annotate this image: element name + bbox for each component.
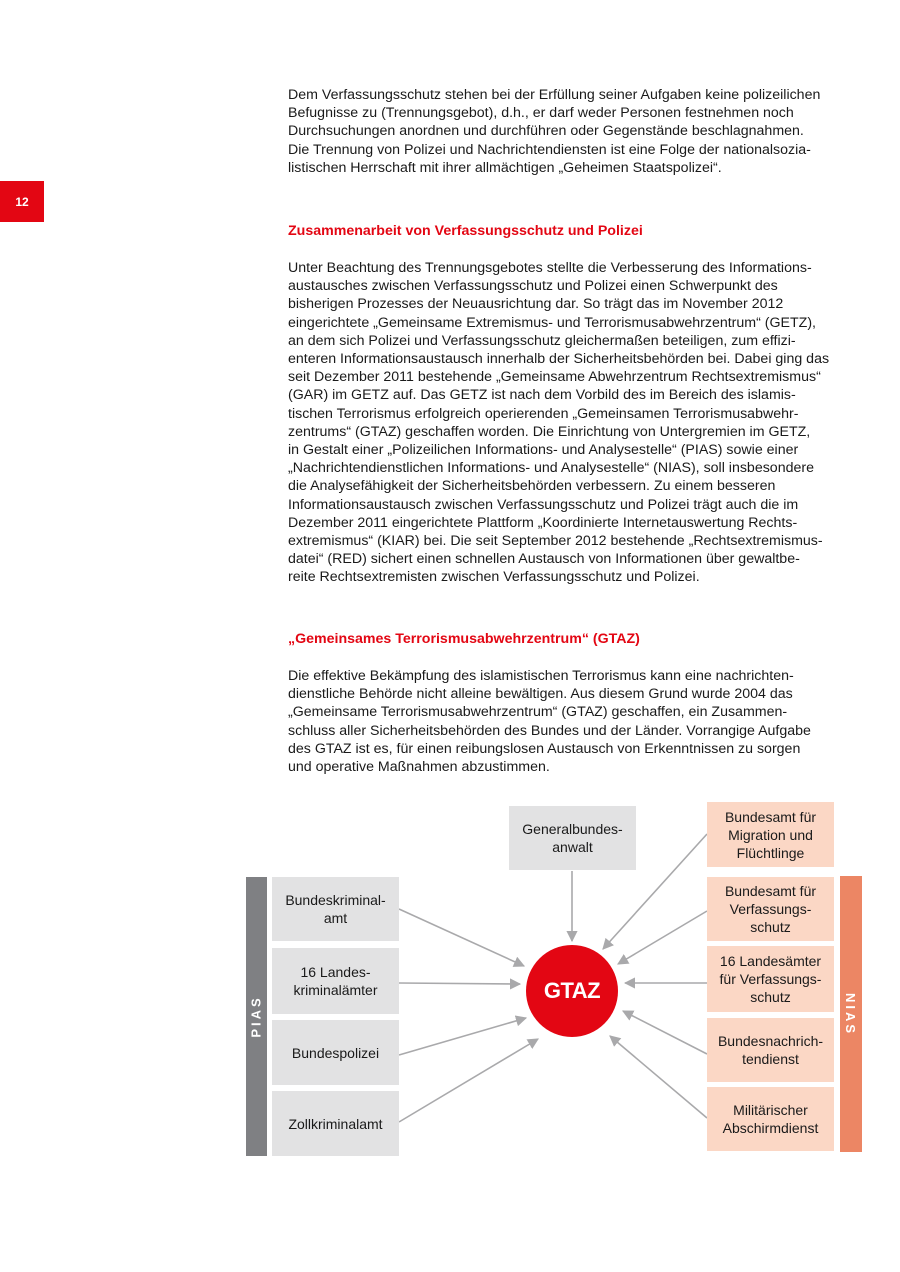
arrow-bfv: [618, 911, 707, 964]
text-line: austausches zwischen Verfassungsschutz und Polizei einen Schwerpunkt des: [288, 278, 778, 295]
box-line: schutz: [750, 989, 791, 1005]
box-zollkriminalamt: [272, 1091, 399, 1156]
box-line: Bundesnachrich-: [717, 1033, 824, 1049]
text-line: die Analysefähigkeit der Sicherheitsbehörden verbessern. Zu einem besseren: [288, 478, 776, 495]
arrow-mad: [610, 1036, 707, 1118]
box-line: Generalbundes-: [522, 821, 623, 837]
box-line: schutz: [750, 919, 791, 935]
text-line: datei“ (RED) sichert einen schnellen Austausch von Informationen über gewaltbe-: [288, 551, 800, 568]
nias-bar: [840, 876, 862, 1152]
box-line: Bundeskriminal-: [285, 892, 386, 908]
box-line: 16 Landes-: [300, 964, 371, 980]
text-line: „Nachrichtendienstlichen Informations- und Analysestelle“ (NIAS), soll insbesondere: [288, 460, 814, 477]
box-line: Verfassungs-: [729, 901, 812, 917]
text-line: zentrums“ (GTAZ) geschaffen worden. Die Einrichtung von Untergremien im GETZ,: [288, 423, 811, 440]
box-bundeskriminalamt: [272, 877, 399, 941]
box-bamf: [707, 802, 834, 867]
text-line: und operative Maßnahmen abzustimmen.: [288, 759, 550, 776]
text-line: bisherigen Prozesses der Neuausrichtung dar. So trägt das im November 2012: [288, 296, 784, 313]
box-line: Zollkriminalamt: [288, 1115, 383, 1132]
text-line: Die effektive Bekämpfung des islamistischen Terrorismus kann eine nachrichten-: [288, 668, 794, 684]
text-line: extremismus“ (KIAR) bei. Die seit September 2012 bestehende „Rechtsextremismus-: [288, 533, 823, 550]
text-line: (GAR) im GETZ auf. Das GETZ ist nach dem Vorbild des im Bereich des islamis-: [288, 387, 796, 404]
section-heading-gtaz: „Gemeinsames Terrorismusabwehrzentrum“ (GTAZ): [288, 631, 640, 647]
text-line: reite Rechtsextremisten zwischen Verfassungsschutz und Polizei.: [288, 569, 700, 586]
box-landeskriminalaemter: [272, 948, 399, 1014]
box-lfv: [707, 946, 834, 1012]
text-line: enteren Informationsaustausch innerhalb der Sicherheitsbehörden bei. Dabei ging das: [288, 351, 830, 368]
text-line: Dem Verfassungsschutz stehen bei der Erfüllung seiner Aufgaben keine polizeilichen: [288, 87, 821, 103]
text-line: seit Dezember 2011 bestehende „Gemeinsame Abwehrzentrum Rechtsextremismus“: [288, 369, 821, 386]
arrow-bundeskriminalamt: [399, 909, 524, 966]
text-line: schluss aller Sicherheitsbehörden des Bundes und der Länder. Vorrangige Aufgabe: [288, 722, 811, 739]
text-line: des GTAZ ist es, für einen reibungslosen Austausch von Erkenntnissen zu sorgen: [288, 740, 801, 757]
box-line: Bundesamt für: [724, 883, 817, 899]
box-mad: [707, 1087, 834, 1151]
text-line: Unter Beachtung des Trennungsgebotes stellte die Verbesserung des Informations-: [288, 260, 812, 276]
box-line: Militärischer: [733, 1102, 808, 1118]
text-line: Die Trennung von Polizei und Nachrichtendiensten ist eine Folge der nationalsozia-: [288, 141, 811, 158]
text-line: tischen Terrorismus erfolgreich operierenden „Gemeinsamen Terrorismusabwehr-: [288, 405, 799, 422]
box-line: Migration und: [728, 826, 813, 843]
box-bundespolizei: [272, 1020, 399, 1085]
box-line: Bundesamt für: [724, 808, 817, 825]
box-line: Flüchtlinge: [736, 844, 805, 861]
text-line: „Gemeinsame Terrorismusabwehrzentrum“ (GTAZ) geschaffen, ein Zusammen-: [288, 704, 788, 721]
text-line: Informationsaustausch zwischen Verfassungsschutz und Polizei trägt auch die im: [288, 496, 799, 513]
pias-bar: [246, 877, 267, 1156]
nias-label: NIAS: [843, 992, 859, 1036]
gtaz-circle: [526, 945, 618, 1037]
box-bfv: [707, 877, 834, 941]
arrow-bundespolizei: [399, 1018, 526, 1055]
text-line: dienstliche Behörde nicht alleine bewältigen. Aus diesem Grund wurde 2004 das: [288, 686, 793, 703]
arrow-zollkriminalamt: [399, 1039, 538, 1122]
box-line: für Verfassungs-: [719, 971, 822, 987]
box-line: anwalt: [552, 839, 593, 855]
text-line: listischen Herrschaft mit ihrer allmächtigen „Geheimen Staatspolizei“.: [288, 159, 722, 176]
box-line: Bundespolizei: [291, 1044, 380, 1061]
gtaz-label: GTAZ: [543, 978, 601, 1003]
page-number: 12: [15, 194, 29, 209]
text-line: Dezember 2011 eingerichtete Plattform „Koordinierte Internetauswertung Rechts-: [288, 514, 798, 531]
box-line: amt: [323, 910, 348, 926]
text-line: an dem sich Polizei und Verfassungsschutz gleichermaßen beteiligen, zum effizi-: [288, 332, 796, 349]
box-line: 16 Landesämter: [719, 953, 822, 969]
box-generalbundesanwalt: [509, 806, 636, 870]
text-line: eingerichtete „Gemeinsame Extremismus- und Terrorismusabwehrzentrum“ (GETZ),: [288, 314, 816, 331]
text-line: Durchsuchungen anordnen und durchführen oder Gegenstände beschlagnahmen.: [288, 123, 804, 140]
box-line: Abschirmdienst: [722, 1120, 819, 1136]
pias-label: PIAS: [249, 995, 264, 1038]
arrow-bnd: [623, 1011, 707, 1054]
box-line: kriminalämter: [293, 982, 378, 998]
text-line: Befugnisse zu (Trennungsgebot), d.h., er darf weder Personen festnehmen noch: [288, 105, 794, 122]
text-line: in Gestalt einer „Polizeilichen Informations- und Analysestelle“ (PIAS) sowie einer: [288, 442, 799, 459]
box-bnd: [707, 1018, 834, 1082]
box-line: tendienst: [742, 1051, 799, 1067]
arrow-landeskriminalaemter: [399, 983, 520, 984]
section-heading-cooperation: Zusammenarbeit von Verfassungsschutz und Polizei: [288, 223, 643, 239]
